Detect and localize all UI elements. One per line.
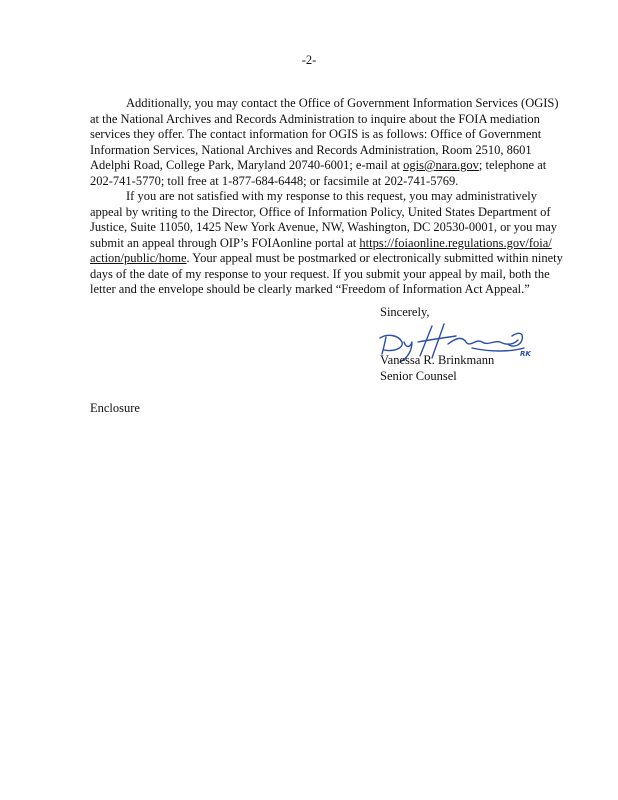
paragraph-line [90, 251, 563, 267]
line-text-before: submit an appeal through OIP’s FOIAonline portal at [90, 235, 360, 250]
paragraph-line: Justice, Suite 11050, 1425 New York Avenue, NW, Washington, DC 20530-0001, or you may [90, 220, 558, 234]
paragraph-line: Additionally, you may contact the Office of Government Information Services (OGIS) [126, 96, 559, 110]
paragraph-appeal-instructions [90, 189, 563, 298]
paragraph-line: letter and the envelope should be clearly marked “Freedom of Information Act Appeal.” [90, 282, 530, 296]
ogis-email-link[interactable]: ogis@nara.gov [403, 158, 479, 172]
line-text-before: Adelphi Road, College Park, Maryland 20740-6001; e-mail at [90, 158, 404, 172]
paragraph-line: services they offer. The contact information for OGIS is as follows: Office of Government [90, 127, 542, 141]
line-text-after: ; telephone at [478, 158, 547, 172]
paragraph-line [90, 235, 552, 252]
page-number: -2- [301, 53, 317, 67]
line-text-after: . Your appeal must be postmarked or electronically submitted within ninety [186, 251, 563, 265]
signer-name: Vanessa R. Brinkmann [380, 353, 495, 367]
foiaonline-link-part2[interactable]: action/public/home [90, 251, 187, 265]
closing-salutation: Sincerely, [380, 305, 430, 319]
paragraph-line: If you are not satisfied with my response to this request, you may administratively [126, 189, 538, 203]
foiaonline-link-part1[interactable]: https://foiaonline.regulations.gov/foia/ [359, 235, 552, 250]
paragraph-line: days of the date of my response to your request. If you submit your appeal by mail, both the [90, 266, 550, 281]
paragraph-line: at the National Archives and Records Administration to inquire about the FOIA mediation [90, 111, 540, 126]
paragraph-line: appeal by writing to the Director, Office of Information Policy, United States Department of [90, 204, 551, 219]
enclosure-label: Enclosure [90, 401, 140, 415]
signature-initials: RK [520, 350, 531, 358]
paragraph-line: 202-741-5770; toll free at 1-877-684-6448; or facsimile at 202-741-5769. [90, 173, 459, 188]
paragraph-ogis-contact [90, 96, 559, 189]
paragraph-line: Information Services, National Archives and Records Administration, Room 2510, 8601 [90, 142, 532, 157]
paragraph-line [90, 158, 547, 174]
signer-title: Senior Counsel [380, 369, 457, 383]
